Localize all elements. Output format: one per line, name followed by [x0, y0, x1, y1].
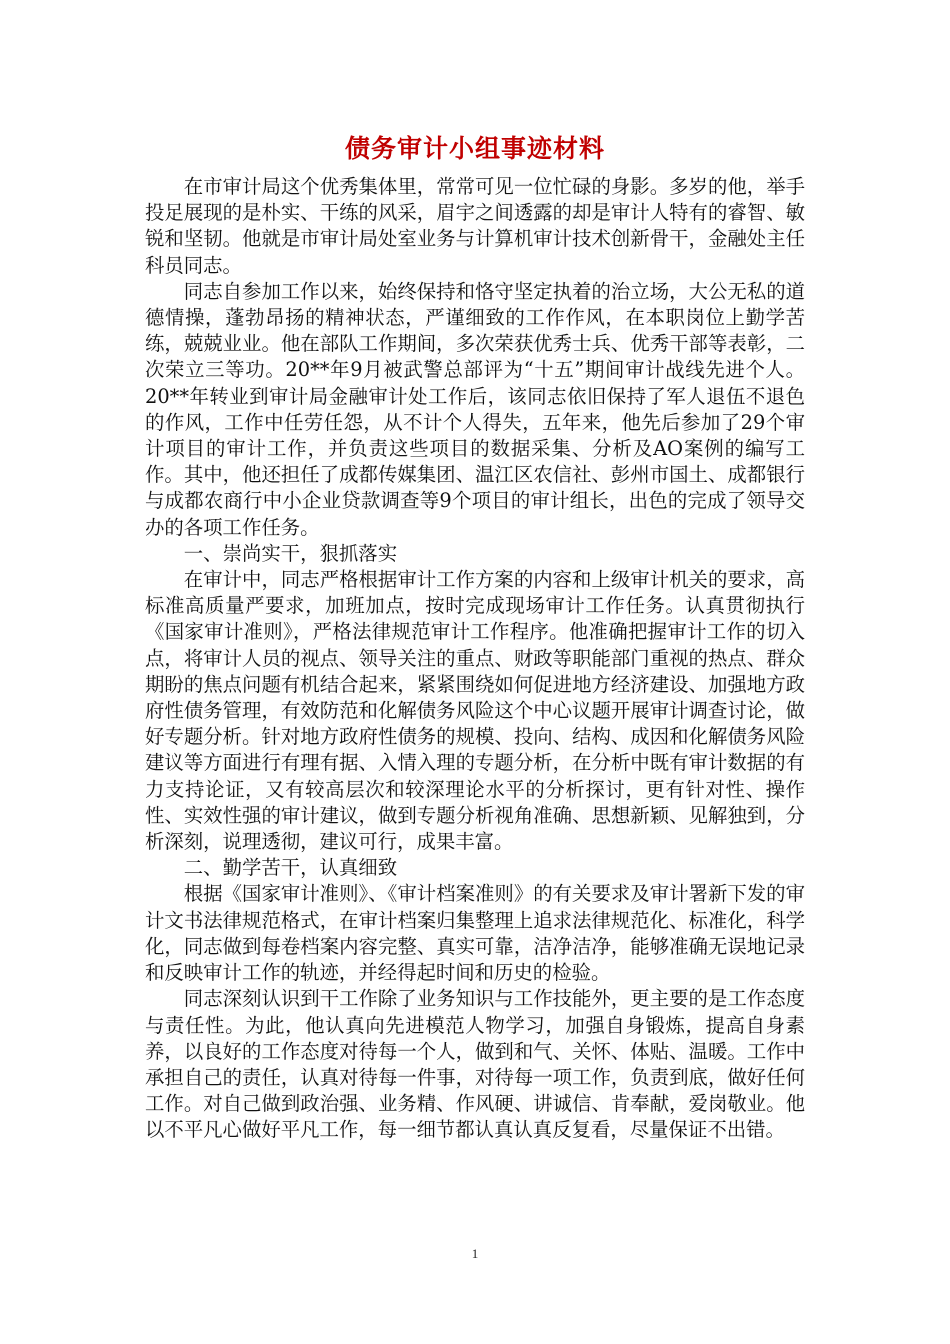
paragraph-intro: 在市审计局这个优秀集体里，常常可见一位忙碌的身影。多岁的他，举手投足展现的是朴实、干练的风采，眉宇之间透露的却是审计人特有的睿智、敏锐和坚韧。他就是市审计局处室业务与计算机审计技术创新骨干，金融处主任科员同志。	[145, 175, 805, 277]
document-title: 债务审计小组事迹材料	[344, 134, 605, 163]
paragraph-attitude: 同志深刻认识到干工作除了业务知识与工作技能外，更主要的是工作态度与责任性。为此，他认真向先进模范人物学习，加强自身锻炼，提高自身素养，以良好的工作态度对待每一个人，做到和气、关怀、体贴、温暖。工作中承担自己的责任，认真对待每一件事，对待每一项工作，负责到底，做好任何工作。对自己做到政治强、业务精、作风硬、讲诚信、肯奉献，爱岗敬业。他以不平凡心做好平凡工作，每一细节都认真认真反复看，尽量保证不出错。	[145, 987, 805, 1142]
paragraph-archives: 根据《国家审计准则》、《审计档案准则》的有关要求及审计署新下发的审计文书法律规范格式，在审计档案归集整理上追求法律规范化、标准化，科学化，同志做到每卷档案内容完整、真实可靠，洁净洁净，能够准确无误地记录和反映审计工作的轨迹，并经得起时间和历史的检验。	[145, 882, 805, 985]
section-heading-1: 一、崇尚实干，狠抓落实	[183, 541, 398, 565]
document-body	[145, 174, 805, 1144]
section-heading-2: 二、勤学苦干，认真细致	[183, 856, 398, 880]
paragraph-section-1: 在审计中，同志严格根据审计工作方案的内容和上级审计机关的要求，高标准高质量严要求，加班加点，按时完成现场审计工作任务。认真贯彻执行《国家审计准则》，严格法律规范审计工作程序。他准确把握审计工作的切入点，将审计人员的视点、领导关注的重点、财政等职能部门重视的热点、群众期盼的焦点问题有机结合起来，紧紧围绕如何促进地方经济建设、加强地方政府性债务管理，有效防范和化解债务风险这个中心议题开展审计调查讨论，做好专题分析。针对地方政府性债务的规模、投向、结构、成因和化解债务风险建议等方面进行有理有据、入情入理的专题分析，在分析中既有审计数据的有力支持论证，又有较高层次和较深理论水平的分析探讨，更有针对性、操作性、实效性强的审计建议，做到专题分析视角准确、思想新颖、见解独到，分析深刻，说理透彻，建议可行，成果丰富。	[145, 568, 805, 854]
paragraph-career: 同志自参加工作以来，始终保持和恪守坚定执着的治立场，大公无私的道德情操，蓬勃昂扬的精神状态，严谨细致的工作作风，在本职岗位上勤学苦练，兢兢业业。他在部队工作期间，多次荣获优秀士兵、优秀干部等表彰，二次荣立三等功。20**年9月被武警总部评为“十五”期间审计战线先进个人。20**年转业到审计局金融审计处工作后，该同志依旧保持了军人退伍不退色的作风，工作中任劳任怨，从不计个人得失，五年来，他先后参加了29个审计项目的审计工作，并负责这些项目的数据采集、分析及AO案例的编写工作。其中，他还担任了成都传媒集团、温江区农信社、彭州市国土、成都银行与成都农商行中小企业贷款调查等9个项目的审计组长，出色的完成了领导交办的各项工作任务。	[145, 279, 805, 539]
page-number: 1	[471, 1246, 479, 1261]
